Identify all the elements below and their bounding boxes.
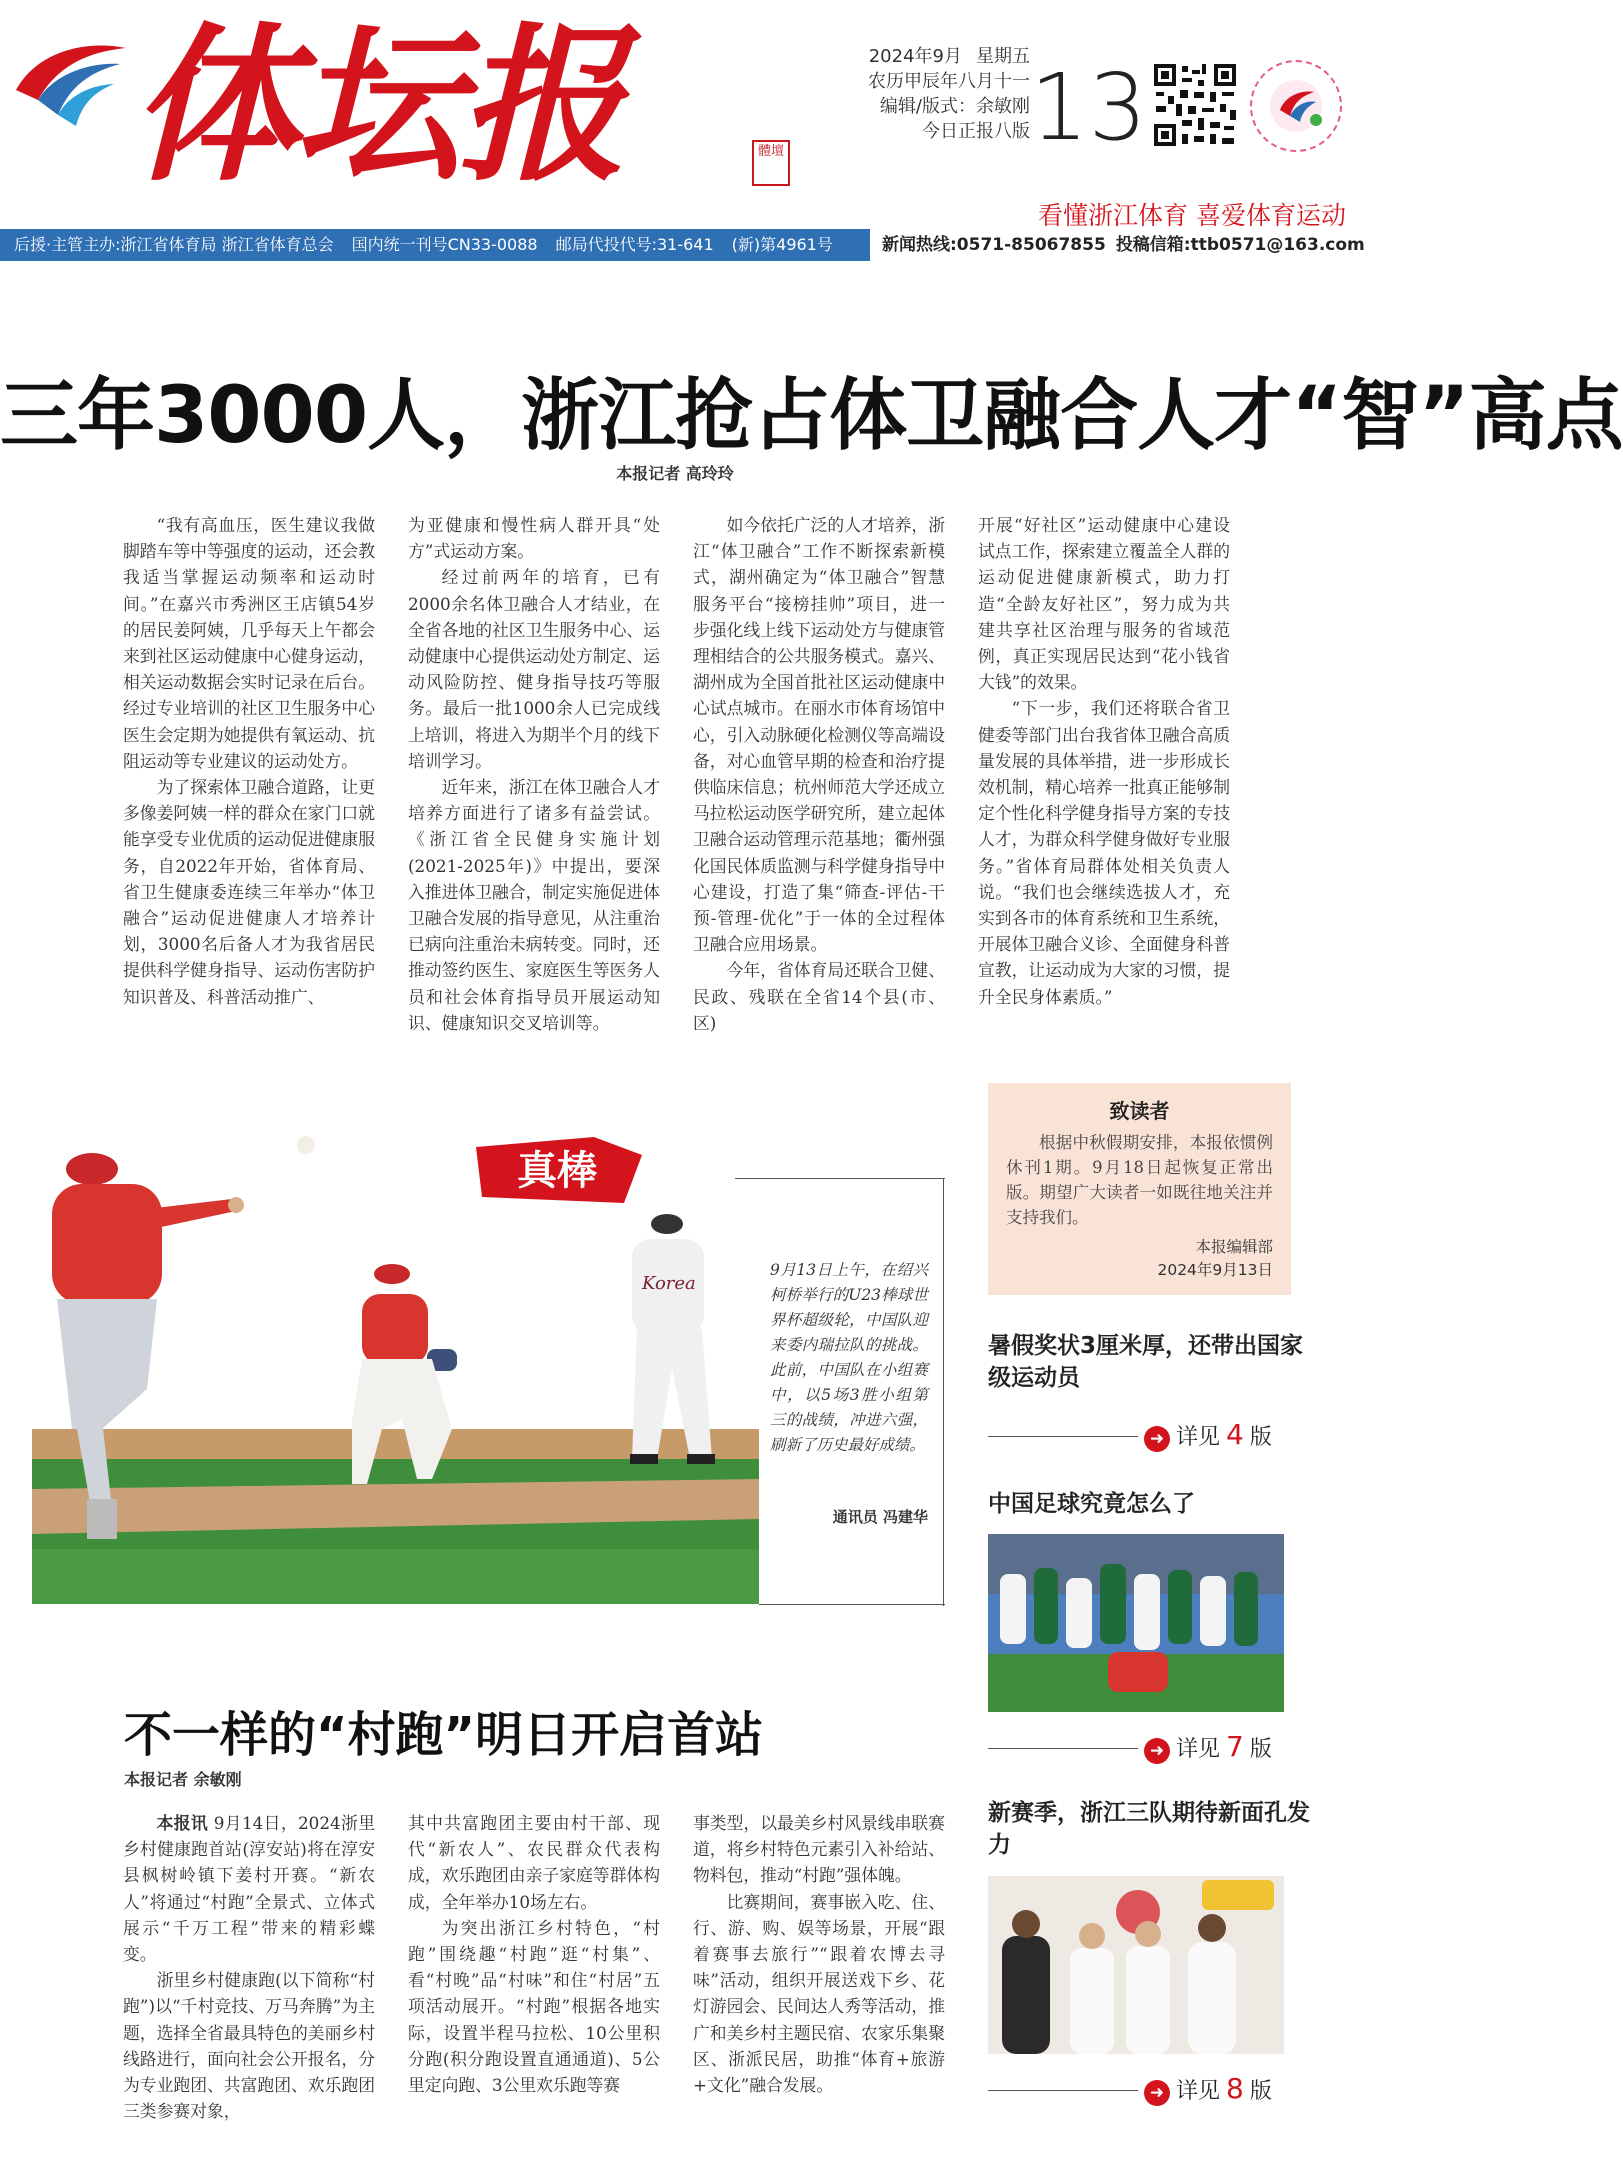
paragraph: 开展“好社区”运动健康中心建设试点工作，探索建立覆盖全人群的运动促进健康新模式，助力打造“全龄友好社区”，努力成为共建共享社区治理与服务的省域范例，真正实现居民达到“花小钱省大钱”的效果。 bbox=[978, 515, 1230, 693]
postal-code: 邮局代投代号:31-641 bbox=[555, 235, 714, 254]
paragraph: 为亚健康和慢性病人群开具“处方”式运动方案。 bbox=[408, 515, 660, 562]
paragraph: 为突出浙江乡村特色，“村跑”围绕趣“村跑”逛“村集”、看“村晚”品“村味”和住“村居”五项活动展开。“村跑”根据各地实际，设置半程马拉松、10公里积分跑(积分跑设置直通通道)、5公里定向跑、3公里欢乐跑等赛 bbox=[408, 1917, 660, 2096]
paragraph: 其中共富跑团主要由村干部、现代“新农人”、农民群众代表构成，欢乐跑团由亲子家庭等群体构成，全年举办10场左右。 bbox=[408, 1813, 660, 1912]
notice-body: 根据中秋假期安排，本报依惯例休刊1期。9月18日起恢复正常出版。期望广大读者一如既往地关注并支持我们。 bbox=[1006, 1133, 1273, 1227]
qr-code-icon[interactable] bbox=[1152, 62, 1238, 148]
baseball-photo[interactable] bbox=[32, 1129, 759, 1604]
page-unit: 版 bbox=[1249, 1425, 1272, 1450]
notice-date: 2024年9月13日 bbox=[1157, 1261, 1273, 1279]
see-page-link[interactable] bbox=[1140, 1730, 1272, 1764]
paragraph: 浙里乡村健康跑(以下简称“村跑”)以“千村竞技、万马奔腾”为主题，选择全省最具特色的美丽乡村线路进行，面向社会公开报名，分为专业跑团、共富跑团、欢乐跑团三类参赛对象， bbox=[123, 1970, 375, 2122]
lead-tag: 本报讯 bbox=[156, 1813, 209, 1833]
see-label: 详见 bbox=[1176, 1425, 1221, 1450]
second-headline[interactable]: 不一样的“村跑”明日开启首站 bbox=[124, 1707, 764, 1763]
issue-date: 2024年9月 bbox=[868, 46, 962, 67]
see-page-link[interactable] bbox=[1140, 2072, 1272, 2106]
paragraph bbox=[123, 1810, 375, 1967]
issue-weekday: 星期五 bbox=[976, 46, 1030, 67]
page-number: 8 bbox=[1226, 2072, 1244, 2105]
article-column-3 bbox=[693, 512, 945, 1033]
paragraph: 如今依托广泛的人才培养，浙江“体卫融合”工作不断探索新模式，湖州确定为“体卫融合”智慧服务平台“接榜挂帅”项目，进一步强化线上线下运动处方与健康管理相结合的公共服务模式。嘉兴、湖州成为全国首批社区运动健康中心试点城市。在丽水市体育场馆中心，引入动脉硬化检测仪等高端设备，对心血管早期的检查和治疗提供临床信息；杭州师范大学还成立马拉松运动医学研究所，建立起体卫融合运动管理示范基地；衢州强化国民体质监测与科学健身指导中心建设，打造了集“筛查-评估-干预-管理-优化”于一体的全过程体卫融合应用场景。 bbox=[693, 515, 945, 955]
issue-info bbox=[830, 44, 1030, 144]
issue-number: (新)第4961号 bbox=[731, 235, 833, 254]
paragraph: 比赛期间，赛事嵌入吃、住、行、游、购、娱等场景，开展“跟着赛事去旅行”“跟着农博去寻味”活动，组织开展送戏下乡、花灯游园会、民间达人秀等活动，推广和美乡村主题民宿、农家乐集聚区、浙派民居，助推“体育+旅游+文化”融合发展。 bbox=[693, 1891, 945, 2096]
notice-signature: 本报编辑部 bbox=[1195, 1238, 1273, 1256]
team-photo[interactable] bbox=[988, 1876, 1284, 2054]
article-column-2 bbox=[408, 512, 660, 1033]
serial-number: 国内统一刊号CN33-0088 bbox=[351, 235, 538, 254]
main-headline[interactable]: 三年3000人，浙江抢占体卫融合人才“智”高点 bbox=[0, 371, 1623, 461]
paragraph: “我有高血压，医生建议我做脚踏车等中等强度的运动，还会教我适当掌握运动频率和运动时间。”在嘉兴市秀洲区王店镇54岁的居民姜阿姨，几乎每天上午都会来到社区运动健康中心健身运动，相关运动数据会实时记录在后台。经过专业培训的社区卫生服务中心医生会定期为她提供有氧运动、抗阻运动等专业建议的运动处方。 bbox=[123, 515, 375, 771]
arrow-right-icon: ➜ bbox=[1144, 1426, 1170, 1452]
article-byline: 本报记者 高玲玲 bbox=[616, 464, 734, 483]
photo-credit: 通讯员 冯建华 bbox=[832, 1508, 928, 1526]
paragraph-text: 9月14日，2024浙里乡村健康跑首站(淳安站)将在淳安县枫树岭镇下姜村开赛。“新农人”将通过“村跑”全景式、立体式展示“千万工程”带来的精彩蝶变。 bbox=[123, 1813, 375, 1965]
paragraph: 经过前两年的培育，已有2000余名体卫融合人才结业，在全省各地的社区卫生服务中心、运动健康中心提供运动处方制定、运动风险防控、健身指导技巧等服务。最后一批1000余人已完成线上培训，将进入为期半个月的线下培训学习。 bbox=[408, 567, 660, 771]
football-photo[interactable] bbox=[988, 1534, 1284, 1712]
arrow-right-icon: ➜ bbox=[1144, 1738, 1170, 1764]
article-column-4 bbox=[978, 512, 1230, 1012]
paragraph: “下一步，我们还将联合省卫健委等部门出台我省体卫融合高质量发展的具体举措，进一步形成长效机制，精心培养一批真正能够制定个性化科学健身指导方案的专技人才，为群众科学健身做好专业服务。”省体育局群体处相关负责人说。“我们也会继续选拔人才，充实到各市的体育系统和卫生系统，开展体卫融合义诊、全面健身科普宣教，让运动成为大家的习惯，提升全民身体素质。” bbox=[978, 698, 1230, 1007]
page-unit: 版 bbox=[1249, 2079, 1272, 2104]
paragraph: 近年来，浙江在体卫融合人才培养方面进行了诸多有益尝试。《浙江省全民健身实施计划(2021-2025年)》中提出，要深入推进体卫融合，制定实施促进体卫融合发展的指导意见，从注重治已病向注重治未病转变。同时，还推动签约医生、家庭医生等医务人员和社会体育指导员开展运动知识、健康知识交叉培训等。 bbox=[408, 777, 660, 1033]
editor-credit: 编辑/版式：余敏刚 bbox=[879, 96, 1030, 117]
article-column-1 bbox=[123, 512, 375, 1012]
mascot-badge-icon bbox=[1250, 60, 1342, 152]
photo-badge-text: 真棒 bbox=[517, 1148, 597, 1194]
see-page-link[interactable] bbox=[1140, 1418, 1272, 1452]
publisher-info-bar bbox=[0, 229, 870, 261]
teaser-title[interactable]: 暑假奖状3厘米厚，还带出国家级运动员 bbox=[988, 1333, 1304, 1391]
lunar-date: 农历甲辰年八月十一 bbox=[868, 71, 1030, 92]
notice-title: 致读者 bbox=[1109, 1099, 1170, 1123]
photo-badge bbox=[474, 1137, 644, 1207]
slogan: 看懂浙江体育 喜爱体育运动 bbox=[1038, 201, 1346, 230]
publisher: 后援·主管主办:浙江省体育局 浙江省体育总会 bbox=[14, 235, 334, 254]
article-column-1 bbox=[123, 1810, 375, 2122]
photo-caption: 9月13日上午，在绍兴柯桥举行的U23棒球世界杯超级轮，中国队迎来委内瑞拉队的挑战。此前，中国队在小组赛中，以5场3胜小组第三的战绩，冲进六强，刷新了历史最好成绩。 bbox=[770, 1261, 928, 1454]
divider bbox=[988, 2090, 1138, 2091]
frame-line bbox=[759, 1604, 945, 1605]
frame-line bbox=[735, 1178, 945, 1179]
news-hotline: 新闻热线:0571-85067855 bbox=[882, 235, 1106, 255]
page-count: 今日正报八版 bbox=[922, 121, 1030, 142]
arrow-right-icon: ➜ bbox=[1144, 2080, 1170, 2106]
teaser-title[interactable]: 新赛季，浙江三队期待新面孔发力 bbox=[988, 1800, 1310, 1858]
page-number: 7 bbox=[1226, 1730, 1244, 1763]
divider bbox=[988, 1748, 1138, 1749]
newspaper-title: 体坛报 bbox=[130, 6, 622, 204]
svg-text:Korea: Korea bbox=[642, 1273, 696, 1294]
seal-stamp: 體壇 bbox=[752, 140, 790, 186]
paragraph: 为了探索体卫融合道路，让更多像姜阿姨一样的群众在家门口就能享受专业优质的运动促进健康服务，自2022年开始，省体育局、省卫生健康委连续三年举办“体卫融合”运动促进健康人才培养计划，3000名后备人才为我省居民提供科学健身指导、运动伤害防护知识普及、科普活动推广、 bbox=[123, 777, 375, 1007]
page-unit: 版 bbox=[1249, 1737, 1272, 1762]
see-label: 详见 bbox=[1176, 2079, 1221, 2104]
teaser-title[interactable]: 中国足球究竟怎么了 bbox=[988, 1491, 1195, 1517]
article-column-2 bbox=[408, 1810, 660, 2100]
reader-notice bbox=[988, 1083, 1291, 1295]
see-label: 详见 bbox=[1176, 1737, 1221, 1762]
paragraph: 事类型，以最美乡村风景线串联赛道，将乡村特色元素引入补给站、物料包，推动“村跑”强体魄。 bbox=[693, 1813, 945, 1886]
issue-day-number: 13 bbox=[1030, 54, 1148, 161]
page-number: 4 bbox=[1226, 1418, 1244, 1451]
article-column-3 bbox=[693, 1810, 945, 2100]
newspaper-logo-icon bbox=[8, 30, 128, 140]
contact-info bbox=[882, 229, 1365, 261]
paragraph: 今年，省体育局还联合卫健、民政、残联在全省14个县(市、区) bbox=[693, 960, 945, 1033]
divider bbox=[988, 1436, 1138, 1437]
submission-email[interactable]: 投稿信箱:ttb0571@163.com bbox=[1115, 235, 1365, 255]
article-byline: 本报记者 余敏刚 bbox=[124, 1770, 242, 1789]
frame-line bbox=[943, 1178, 944, 1606]
